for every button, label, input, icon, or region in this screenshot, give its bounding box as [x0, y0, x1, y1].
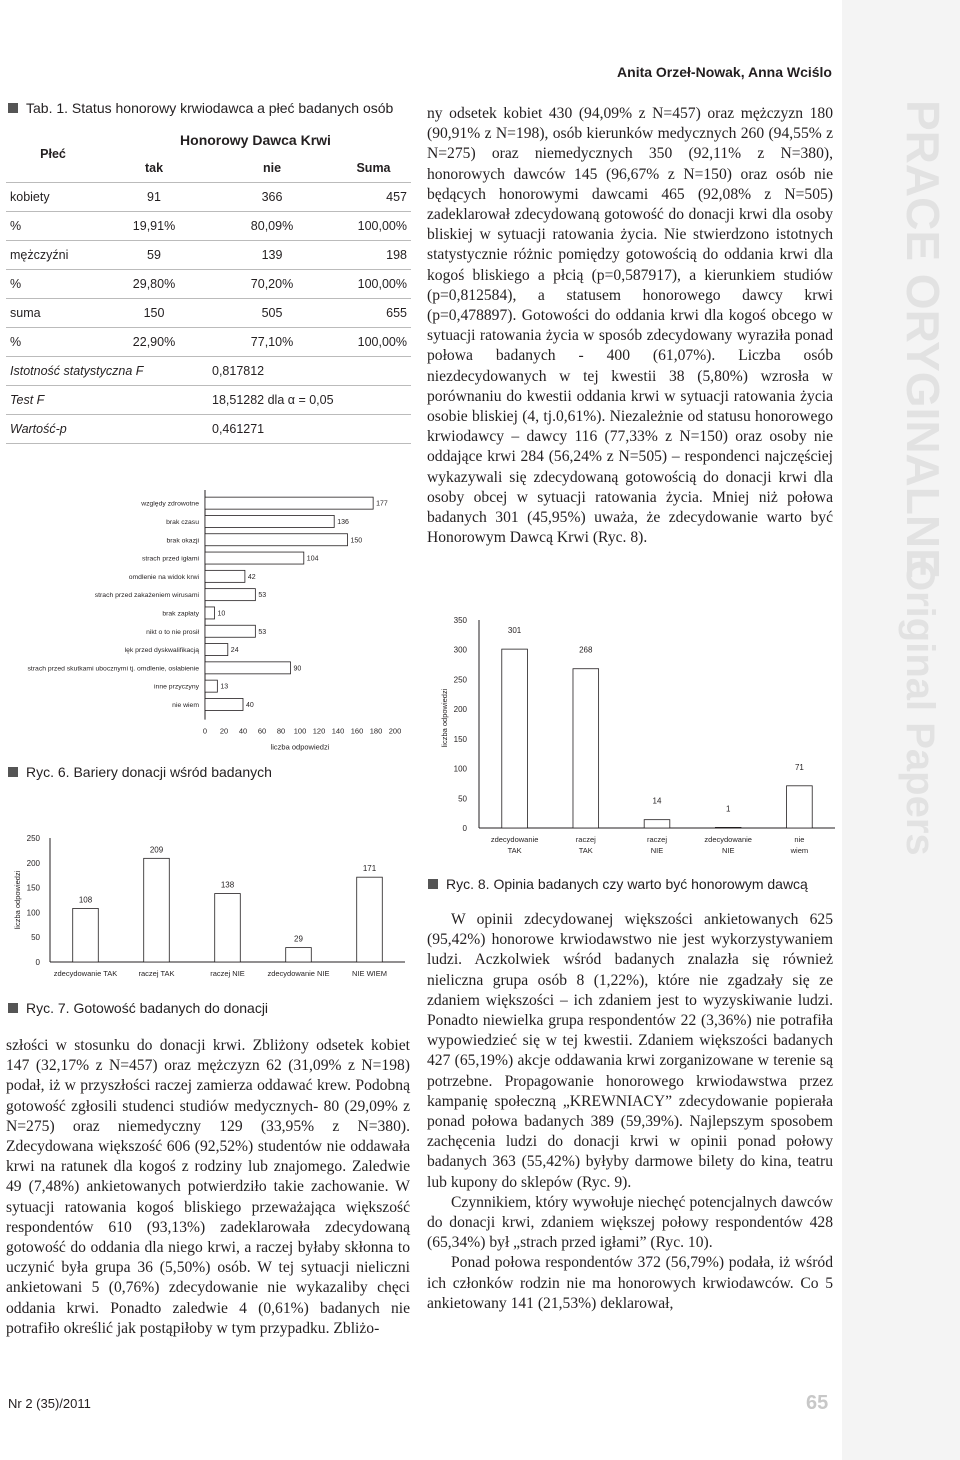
fig7-category-label: raczej TAK [138, 969, 175, 978]
fig6-data-label: 53 [258, 628, 267, 636]
fig8-y-axis-title: liczba odpowiedzi [440, 688, 449, 748]
fig6-caption [8, 764, 272, 780]
fig6-x-tick-label: 160 [350, 726, 364, 736]
fig7-bar [357, 877, 383, 962]
cell-suma: 100,00% [336, 328, 411, 357]
fig6-caption-label: Ryc. 6. [26, 764, 70, 780]
fig7-bar [286, 948, 312, 962]
fig6-bar [205, 644, 228, 656]
stat-value: 18,51282 dla α = 0,05 [208, 386, 411, 415]
cell-tak: 29,80% [100, 270, 208, 299]
fig7-data-label: 209 [149, 845, 164, 855]
fig6-x-tick-label: 80 [276, 726, 286, 736]
caption-square-icon [8, 767, 18, 777]
fig6-x-tick-label: 40 [238, 726, 248, 736]
table1-caption [8, 100, 393, 116]
fig8-y-tick-label: 50 [458, 794, 467, 804]
fig6-chart [0, 484, 415, 752]
right-paragraph-2: Czynnikiem, który wywołuje niechęć potencjalnych dawców do donacji krwi, zdaniem większej połowy respondentów 428 (65,34%) był „strach przed igłami” (Ryc. 10). [427, 1193, 833, 1252]
fig6-data-label: 40 [246, 701, 254, 709]
fig6-bar [205, 625, 255, 637]
fig7-y-tick-label: 200 [26, 858, 40, 868]
fig6-x-tick-label: 200 [388, 726, 402, 736]
running-header-authors: Anita Orzeł-Nowak, Anna Wciślo [617, 64, 832, 80]
fig6-data-label: 150 [350, 537, 363, 545]
sidebar-title-en: Original Papers [898, 560, 942, 856]
table1 [6, 126, 411, 444]
table1-header-tak: tak [100, 154, 208, 183]
fig6-data-label: 136 [337, 518, 349, 526]
table1-header-group: Honorowy Dawca Krwi [180, 132, 331, 148]
fig8-chart [437, 608, 837, 870]
footer-issue: Nr 2 (35)/2011 [8, 1396, 91, 1411]
cell-nie: 139 [208, 241, 336, 270]
fig8-category-label: zdecydowanie NIE [704, 835, 752, 855]
fig8-category-label: nie wiem [790, 835, 809, 855]
fig7-bar [144, 858, 170, 962]
cell-suma: 100,00% [336, 270, 411, 299]
fig8-bar [502, 649, 528, 828]
fig6-bar [205, 589, 255, 601]
cell-nie: 366 [208, 183, 336, 212]
stat-value: 0,817812 [208, 357, 411, 386]
fig8-caption [428, 876, 808, 892]
stat-value: 0,461271 [208, 415, 411, 444]
fig8-caption-label: Ryc. 8. [446, 876, 490, 892]
cell-nie: 77,10% [208, 328, 336, 357]
fig6-bar [205, 662, 291, 674]
fig6-category-label: brak czasu [166, 518, 199, 526]
fig8-y-tick-label: 250 [453, 675, 467, 685]
fig6-x-tick-label: 60 [257, 726, 267, 736]
fig7-bar [215, 894, 241, 962]
fig6-bar [205, 552, 304, 564]
fig7-chart [10, 826, 410, 990]
sidebar-band [842, 0, 960, 1460]
row-label: kobiety [6, 183, 100, 212]
fig6-bar [205, 570, 245, 582]
row-label: suma [6, 299, 100, 328]
fig8-y-tick-label: 350 [453, 616, 467, 625]
fig8-data-label: 268 [579, 645, 593, 655]
sidebar-title-pl: PRACE ORYGINALNE [897, 100, 949, 579]
cell-suma: 198 [336, 241, 411, 270]
fig8-category-label: zdecydowanie TAK [490, 835, 539, 855]
fig6-category-label: strach przed zakażeniem wirusami [94, 592, 199, 600]
fig8-y-tick-label: 300 [453, 645, 467, 655]
fig8-y-tick-label: 0 [462, 824, 467, 833]
cell-tak: 150 [100, 299, 208, 328]
fig8-y-tick-label: 200 [453, 705, 467, 715]
fig6-bar [205, 497, 373, 509]
cell-nie: 80,09% [208, 212, 336, 241]
fig7-caption [8, 1000, 268, 1016]
left-paragraph: szłości w stosunku do donacji krwi. Zbliżony odsetek kobiet 147 (32,17% z N=457) oraz mężczyzn 62 (31,09% z N=198) podał, iż w przyszłości raczej zamierza oddawać krew. Podobną gotowość zgłosili studenci studiów medycznych- 80 (29,09% z N=275) oraz niemedyczny 129 (33,95% z N=380). Zdecydowana większość 606 (92,52%) studentów nie oddawała krwi na ratunek dla kogoś z rodziny lub znajomego. Zaledwie 49 (7,48%) ankietowanych potwierdziło takie zachowanie. W sytuacji ratowania kogoś bliskiego przeważająca większość respondentów 610 (93,13%) zadeklarowała zdecydowaną gotowość do oddania dla niego krwi, a raczej byłaby skłonna to uczynić była grupa 36 (5,50%) osób. W tej sytuacji nieliczni ankietowani 5 (0,76%) zdecydowanie nie wykazaliby chęci oddania krwi. Ponadto zaledwie 4 (0,61%) badanych nie potrafiło określić jak postąpiłoby w tym przypadku. Zbliżo- [6, 1037, 410, 1337]
fig7-y-tick-label: 150 [26, 883, 40, 893]
table-row [6, 357, 411, 386]
fig8-category-label: raczej NIE [646, 835, 668, 855]
fig8-bar [573, 669, 599, 828]
fig6-data-label: 24 [230, 647, 239, 655]
caption-square-icon [428, 879, 438, 889]
fig6-category-label: strach przed skutkami ubocznymi tj. omdlenie, osłabienie [27, 665, 199, 673]
fig6-caption-title: Bariery donacji wśród badanych [73, 764, 272, 780]
table1-header-suma: Suma [336, 154, 411, 183]
cell-suma: 457 [336, 183, 411, 212]
fig6-category-label: omdlenie na widok krwi [128, 573, 199, 581]
stat-label: Test F [6, 386, 208, 415]
fig6-category-label: brak okazji [166, 537, 199, 545]
table-row [6, 270, 411, 299]
row-label: % [6, 328, 100, 357]
cell-tak: 22,90% [100, 328, 208, 357]
table-row [6, 241, 411, 270]
fig6-x-tick-label: 20 [219, 726, 229, 736]
right-paragraph-1: W opinii zdecydowanej większości ankietowanych 625 (95,42%) honorowe krwiodawstwo nie jest wykorzystywaniem ludzi. Aczkolwiek wśród badanych znalazła się również nieliczna grupa osób 8 (1,22%), które nie zgadzały się ze zdaniem większości – ich zdaniem jest to wyzyskiwanie ludzi. Ponadto niewielka grupa respondentów 22 (3,36%) nie potrafiła wypowiedzieć się w tej kwestii. Zdaniem większości badanych 427 (65,19%) akcje oddawania krwi zorganizowane w terenie są potrzebne. Propagowanie honorowego krwiodawstwa przez kampanię społeczną „KREWNIACY” zdecydowanie popierała ponad połowa badanych 389 (59,39%). Najlepszym sposobem zachęcenia ludzi do donacji krwi w opinii ponad połowy badanych 363 (55,42%) byłyby darmowe bilety do kina, teatru lub kupony do sklepów (Ryc. 9). [427, 911, 833, 1191]
fig8-y-tick-label: 150 [453, 734, 467, 744]
fig7-data-label: 138 [220, 880, 235, 890]
fig6-category-label: nikt o to nie prosił [146, 628, 199, 636]
fig6-category-label: lęk przed dyskwalifikacją [124, 647, 199, 655]
fig7-y-tick-label: 250 [26, 834, 40, 843]
fig6-x-tick-label: 0 [202, 726, 208, 736]
table-row [6, 386, 411, 415]
fig6-category-label: względy zdrowotne [141, 500, 199, 508]
fig8-category-label: raczej TAK [575, 835, 596, 855]
fig7-y-axis-title: liczba odpowiedzi [13, 870, 22, 930]
fig6-bar [205, 515, 334, 527]
right-column-text-bottom [427, 910, 833, 1314]
fig7-data-label: 108 [78, 895, 93, 905]
cell-nie: 70,20% [208, 270, 336, 299]
fig7-y-tick-label: 0 [35, 958, 40, 967]
fig8-bar [715, 827, 741, 828]
table-row [6, 415, 411, 444]
cell-nie: 505 [208, 299, 336, 328]
row-label: % [6, 270, 100, 299]
fig7-y-tick-label: 50 [31, 933, 40, 943]
fig7-category-label: zdecydowanie NIE [267, 969, 330, 978]
caption-square-icon [8, 1003, 18, 1013]
fig7-bar [73, 908, 99, 962]
fig6-bar [205, 607, 215, 619]
fig7-category-label: zdecydowanie TAK [53, 969, 118, 978]
fig8-caption-title: Opinia badanych czy warto być honorowym dawcą [493, 876, 808, 892]
table-row [6, 212, 411, 241]
right-paragraph-top: ny odsetek kobiet 430 (94,09% z N=457) oraz mężczyzn 180 (90,91% z N=198), osób kierunków medycznych 260 (94,55% z N=275) oraz niemedycznych 350 (92,11% z N=380), honorowych dawców 145 (96,67% z N=150) oraz osób nie będących honorowymi dawcami 465 (92,08% z N=505) zadeklarował zdecydowaną gotowość do donacji krwi dla osoby bliskiej w sytuacji ratowania życia. Nie stwierdzono istotnych statystycznie różnic pomiędzy gotowością do oddania krwi dla kogoś bliskiego a płcią (p=0,587917), a kierunkiem studiów (p=0,812584), a statusem honorowego dawcy krwi (p=0,478897). Gotowości do oddania krwi dla kogoś obcego w sytuacji ratowania życia w sposób zdecydowany wyraziła ponad połowa badanych - 400 (61,07%). Liczba osób niezdecydowanych w tej kwestii 38 (5,80%) wzrosła w porównaniu do kwestii oddania krwi w sytuacji ratowania życia osobie bliskiej (4, tj.0,61%). Niezależnie od statusu honorowego krwiodawcy – dawcy 116 (77,33% z N=150) oraz osoby nie oddające krwi 284 (56,24% z N=505) – respondenci najczęściej wykazywali się zdecydowaną gotowością do donacji krwi dla osoby obcej w sytuacji ratowania życia. Mniej niż połowa badanych 301 (45,95%) uważa, że zdecydowanie warto być Honorowym Dawcą Krwi (Ryc. 8). [427, 105, 833, 547]
fig7-y-tick-label: 100 [26, 908, 40, 918]
fig8-bar [787, 786, 813, 828]
stat-label: Wartość-p [6, 415, 208, 444]
table1-header-plec: Płeć [6, 126, 100, 183]
fig6-bar [205, 698, 243, 710]
fig6-data-label: 13 [220, 683, 229, 691]
fig6-category-label: brak zapłaty [162, 610, 199, 618]
fig7-caption-label: Ryc. 7. [26, 1000, 70, 1016]
cell-tak: 59 [100, 241, 208, 270]
fig6-x-axis-title: liczba odpowiedzi [270, 742, 330, 752]
fig6-category-label: inne przyczyny [154, 683, 199, 691]
cell-tak: 91 [100, 183, 208, 212]
fig8-data-label: 301 [507, 626, 522, 636]
fig7-category-label: raczej NIE [210, 969, 245, 978]
fig6-data-label: 42 [247, 573, 256, 581]
fig6-data-label: 53 [258, 592, 267, 600]
stat-label: Istotność statystyczna F [6, 357, 208, 386]
fig6-category-label: strach przed igłami [141, 555, 199, 563]
cell-tak: 19,91% [100, 212, 208, 241]
table-row [6, 183, 411, 212]
fig6-x-tick-label: 140 [331, 726, 345, 736]
fig7-data-label: 171 [362, 864, 377, 874]
cell-suma: 100,00% [336, 212, 411, 241]
fig6-x-tick-label: 100 [293, 726, 307, 736]
row-label: % [6, 212, 100, 241]
page-number: 65 [806, 1392, 829, 1414]
fig8-y-tick-label: 100 [453, 764, 467, 774]
cell-suma: 655 [336, 299, 411, 328]
fig7-caption-title: Gotowość badanych do donacji [73, 1000, 269, 1016]
fig6-data-label: 10 [217, 610, 226, 618]
caption-square-icon [8, 103, 18, 113]
table1-caption-text: Status honorowy krwiodawca a płeć badanych osób [71, 100, 394, 116]
fig8-data-label: 71 [794, 762, 804, 772]
fig6-data-label: 104 [306, 555, 319, 563]
fig8-data-label: 1 [725, 804, 731, 814]
fig6-x-tick-label: 120 [312, 726, 326, 736]
fig6-x-tick-label: 180 [369, 726, 383, 736]
fig6-bar [205, 680, 217, 692]
table1-caption-label: Tab. 1. [26, 100, 69, 116]
right-paragraph-3: Ponad połowa respondentów 372 (56,79%) podała, iż wśród ich członków rodzin nie ma honorowych krwiodawców. Co 5 ankietowany 141 (21,53%) deklarował, [427, 1254, 833, 1312]
table-row [6, 328, 411, 357]
right-column-text-top [427, 104, 833, 548]
fig7-category-label: NIE WIEM [352, 969, 387, 978]
fig8-bar [644, 820, 670, 828]
table-row [6, 299, 411, 328]
fig6-data-label: 90 [293, 665, 302, 673]
fig7-data-label: 29 [294, 934, 303, 944]
left-column-text [6, 1036, 410, 1339]
fig6-bar [205, 534, 348, 546]
fig6-category-label: nie wiem [172, 701, 199, 709]
table1-header-nie: nie [208, 154, 336, 183]
row-label: mężczyźni [6, 241, 100, 270]
fig6-data-label: 177 [376, 500, 388, 508]
fig8-data-label: 14 [652, 796, 662, 806]
